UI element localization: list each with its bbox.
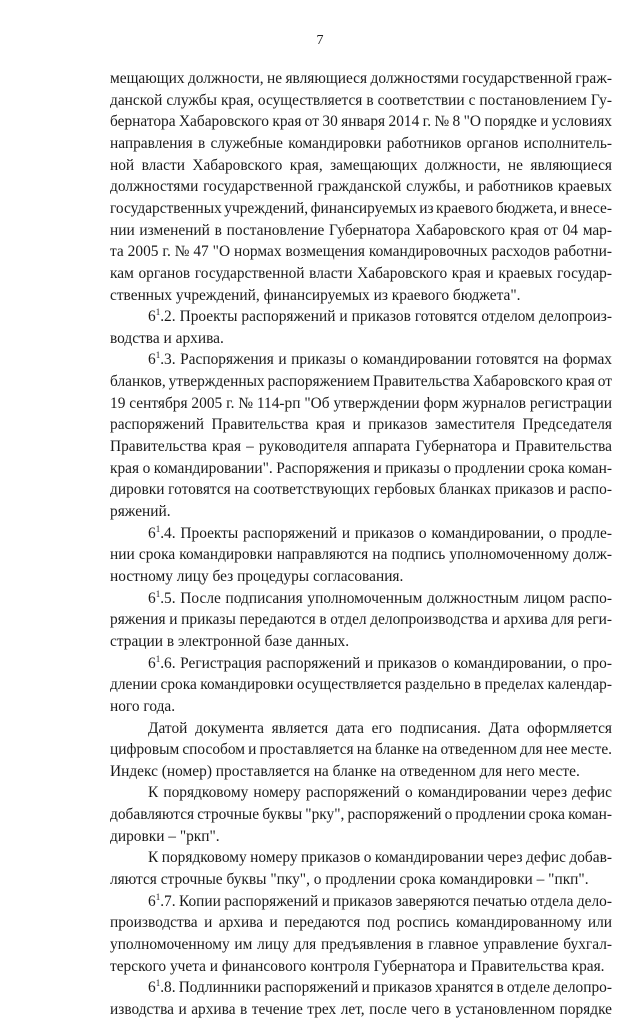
line-text: бернатора Хабаровского края от 30 января 2014 г. № 8 "О порядке и условиях: [110, 113, 612, 131]
line-text: .8. Подлинники распоряжений и приказов хранятся в отделе делопро-: [160, 979, 612, 997]
text-line: [110, 70, 612, 88]
line-text: .6. Регистрация распоряжений и приказов о командировании, о про-: [160, 654, 612, 672]
text-line: [148, 893, 612, 911]
text-line: [148, 720, 612, 738]
clause-number: 6: [148, 892, 156, 910]
text-line: [110, 243, 612, 261]
text-line: [110, 698, 175, 716]
text-line: [110, 395, 612, 413]
line-text: терского учета и финансового контроля Губернатора и Правительства края.: [110, 957, 605, 975]
text-line: [110, 676, 612, 694]
text-line: [110, 568, 403, 586]
line-text: изводства и архива в течение трех лет, после чего в установленном порядке: [110, 1000, 612, 1018]
text-line: [110, 200, 612, 218]
line-text: ственных учреждений, финансируемых из краевого бюджета".: [110, 286, 521, 304]
text-line: [110, 871, 589, 889]
line-text: цифровым способом и проставляется на бланке на отведенном для нее месте.: [110, 741, 612, 759]
text-line: [148, 979, 612, 997]
text-line: [110, 1001, 612, 1019]
line-text: нии изменений в постановление Губернатора Хабаровского края от 04 мар-: [110, 221, 612, 239]
text-line: [110, 92, 612, 110]
line-text: ряжения и приказы передаются в отдел делопроизводства и архива для реги-: [110, 611, 612, 629]
text-line: [110, 936, 612, 954]
line-text: должностями государственной гражданской службы, и работников краевых: [110, 178, 612, 196]
text-line: [110, 373, 612, 391]
clause-superscript: 1: [155, 978, 161, 989]
text-line: [110, 958, 605, 976]
clause-superscript: 1: [155, 891, 161, 902]
clause-number: 6: [148, 654, 156, 672]
line-text: уполномоченному им лицу для предъявления в главное управление бухгал-: [110, 936, 612, 953]
line-text: .5. После подписания уполномоченным должностным лицом распо-: [160, 589, 612, 607]
text-line: [110, 438, 612, 456]
line-text: Датой документа является дата его подписания. Дата оформляется: [148, 719, 612, 737]
text-line: [110, 481, 612, 499]
text-line: [110, 611, 612, 629]
line-text: длении срока командировки осуществляется раздельно в пределах календар-: [110, 676, 612, 694]
clause-number: 6: [148, 351, 156, 369]
line-text: дировки готовятся на соответствующих гербовых бланках приказов и распо-: [110, 481, 612, 499]
text-line: [148, 655, 612, 673]
text-line: [110, 460, 612, 478]
line-text: .7. Копии распоряжений и приказов заверяются печатью отдела дело-: [160, 892, 612, 910]
clause-superscript: 1: [155, 653, 161, 664]
text-line: [148, 590, 612, 608]
text-line: [110, 828, 220, 846]
line-text: .3. Распоряжения и приказы о командировании готовятся на формах: [160, 351, 612, 369]
text-line: [148, 849, 612, 867]
line-text: Правительства края – руководителя аппарата Губернатора и Правительства: [110, 438, 612, 456]
line-text: дировки – "ркп".: [110, 827, 220, 845]
text-line: [148, 784, 612, 802]
line-text: направления в служебные командировки работников органов исполнитель-: [110, 134, 612, 152]
line-text: .4. Проекты распоряжений и приказов о командировании, о продле-: [160, 524, 612, 542]
line-text: К порядковому номеру приказов о командировании через дефис добав-: [148, 849, 612, 867]
line-text: ного года.: [110, 697, 176, 715]
line-text: кам органов государственной власти Хабаровского края и краевых государ-: [110, 264, 612, 282]
clause-number: 6: [148, 979, 156, 997]
line-text: государственных учреждений, финансируемых из краевого бюджета, и внесе-: [110, 199, 612, 217]
text-line: [148, 525, 612, 543]
line-text: Индекс (номер) проставляется на бланке на отведенном для него месте.: [110, 762, 580, 780]
text-line: [110, 633, 349, 651]
line-text: добавляются строчные буквы "рку", распоряжений о продлении срока коман-: [110, 806, 612, 824]
clause-superscript: 1: [155, 523, 161, 534]
text-line: [110, 222, 612, 240]
clause-number: 6: [148, 589, 156, 607]
line-text: мещающих должности, не являющиеся должностями государственной граж-: [110, 70, 612, 87]
line-text: производства и архива и передаются под роспись командированному или: [110, 914, 612, 932]
text-line: [110, 178, 612, 196]
line-text: ряжений.: [110, 503, 171, 520]
text-line: [110, 330, 224, 348]
clause-superscript: 1: [155, 307, 161, 318]
text-line: [148, 308, 612, 326]
clause-superscript: 1: [155, 588, 161, 599]
line-text: нии срока командировки направляются на подпись уполномоченному долж-: [110, 546, 612, 564]
line-text: водства и архива.: [110, 329, 224, 347]
line-text: ной власти Хабаровского края, замещающих должности, не являющиеся: [110, 156, 612, 174]
text-line: [110, 914, 612, 932]
clause-number: 6: [148, 308, 156, 326]
line-text: распоряжений Правительства края и приказов заместителя Председателя: [110, 416, 612, 434]
line-text: К порядковому номеру распоряжений о командировании через дефис: [148, 784, 612, 802]
line-text: та 2005 г. № 47 "О нормах возмещения командировочных расходов работни-: [110, 243, 612, 261]
line-text: данской службы края, осуществляется в соответствии с постановлением Гу-: [110, 91, 612, 109]
text-line: [110, 157, 612, 175]
text-line: [110, 265, 612, 283]
text-line: [110, 806, 612, 824]
text-line: [110, 113, 612, 131]
line-text: края о командировании". Распоряжения и приказы о продлении срока коман-: [110, 459, 612, 477]
clause-superscript: 1: [155, 350, 161, 361]
text-line: [110, 763, 580, 781]
text-line: [110, 135, 612, 153]
text-line: [110, 741, 612, 759]
line-text: .2. Проекты распоряжений и приказов готовятся отделом делопроиз-: [160, 308, 612, 326]
text-line: [110, 416, 612, 434]
page-number: 7: [316, 33, 324, 48]
line-text: бланков, утвержденных распоряжением Правительства Хабаровского края от: [110, 373, 612, 391]
text-line: [110, 546, 612, 564]
clause-number: 6: [148, 524, 156, 542]
line-text: ностному лицу без процедуры согласования.: [110, 567, 404, 585]
line-text: 19 сентября 2005 г. № 114-рп "Об утверждении форм журналов регистрации: [110, 394, 612, 412]
line-text: ляются строчные буквы "пку", о продлении срока командировки – "пкп".: [110, 871, 589, 889]
text-line: [110, 287, 520, 305]
text-line: [148, 351, 612, 369]
text-line: [110, 503, 171, 521]
line-text: страции в электронной базе данных.: [110, 632, 350, 650]
